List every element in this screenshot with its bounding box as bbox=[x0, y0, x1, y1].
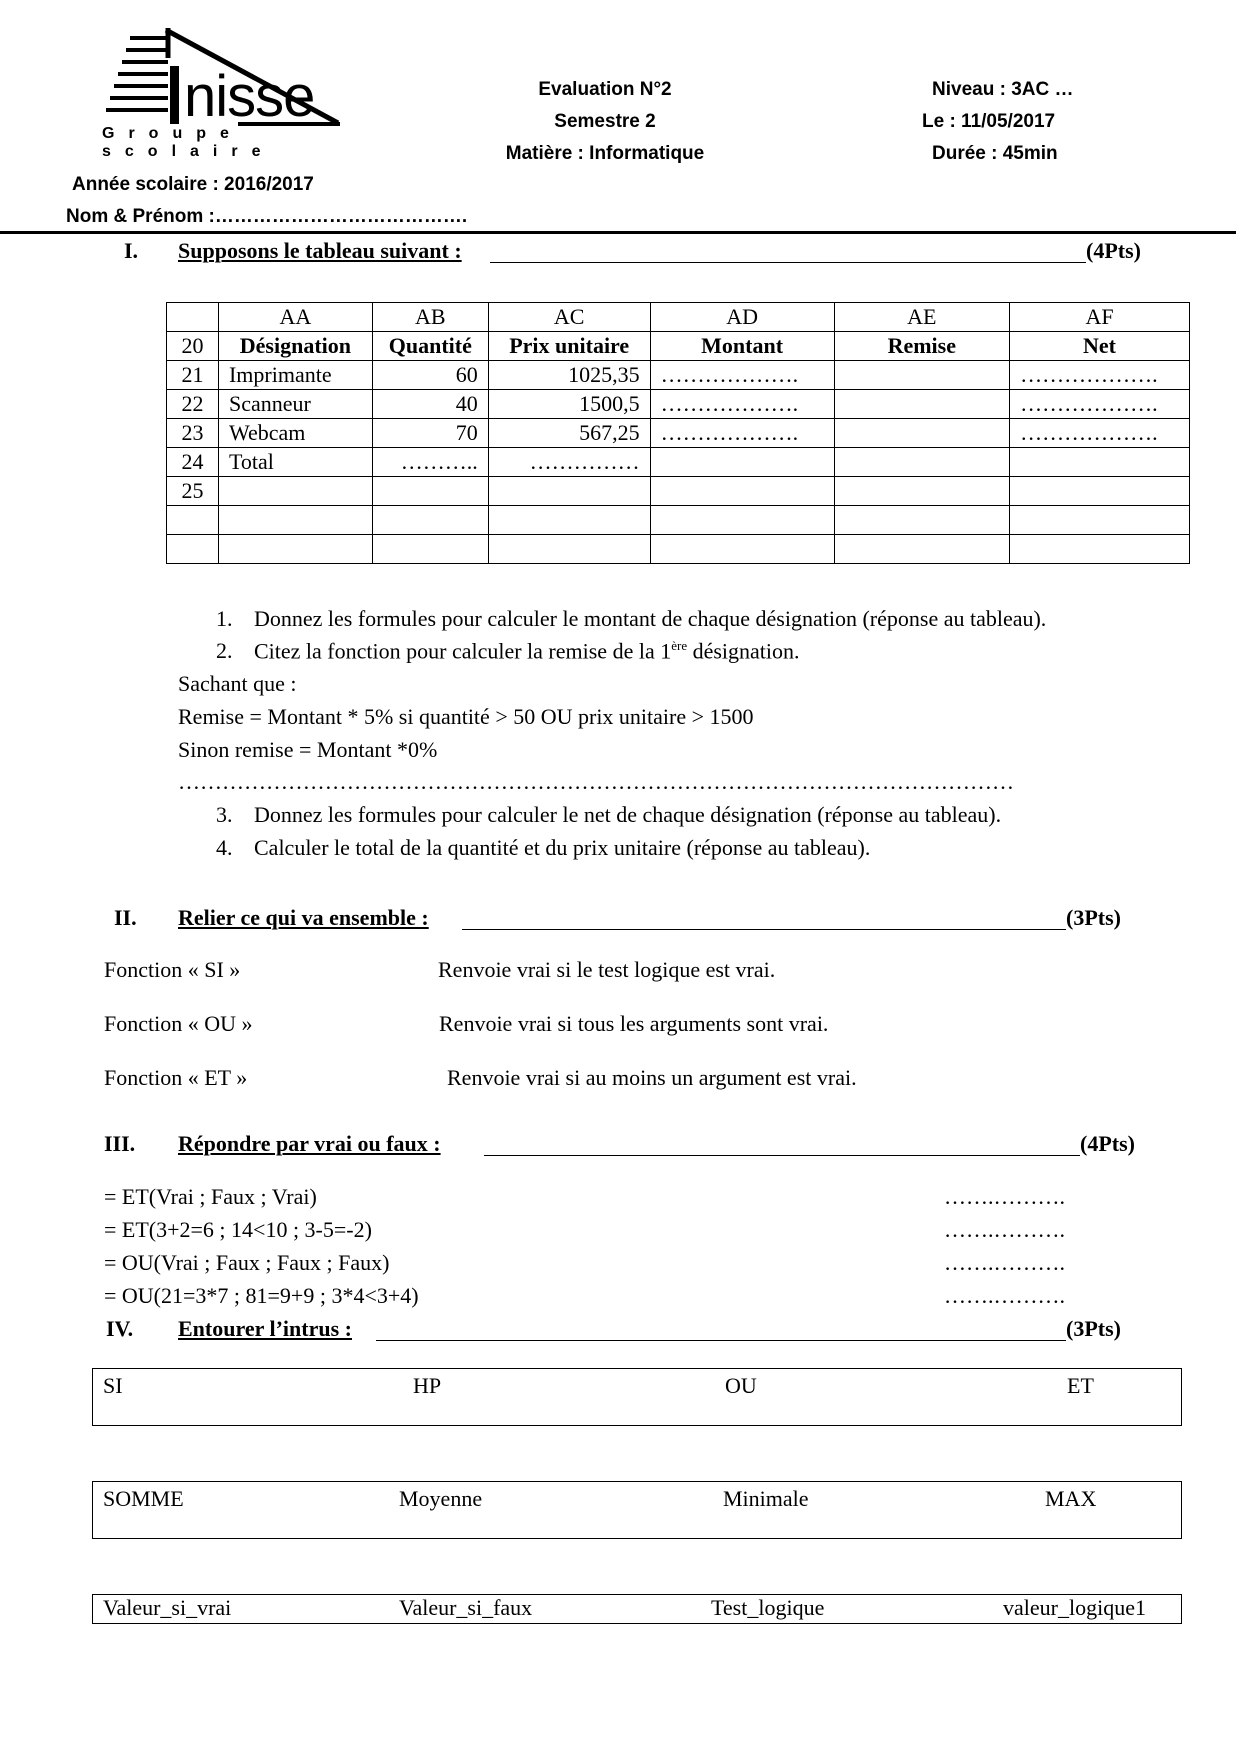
table-cell[interactable] bbox=[372, 506, 488, 535]
definition-3[interactable]: Renvoie vrai si au moins un argument est vrai. bbox=[447, 1065, 857, 1090]
intrus-box-2 bbox=[92, 1481, 1182, 1539]
table-cell[interactable] bbox=[488, 535, 650, 564]
column-letter: AD bbox=[650, 303, 834, 332]
intrus-3-item-2[interactable]: Valeur_si_faux bbox=[399, 1595, 533, 1620]
table-row bbox=[167, 332, 1190, 361]
row-number bbox=[167, 506, 219, 535]
semester: Semestre 2 bbox=[554, 111, 656, 132]
section-2-points: (3Pts) bbox=[1066, 905, 1121, 930]
formula-3: = OU(Vrai ; Faux ; Faux ; Faux) bbox=[104, 1250, 390, 1275]
table-cell[interactable]: 567,25 bbox=[488, 419, 650, 448]
answer-dots[interactable]: …………………………………………………………………………………………………… bbox=[178, 769, 1014, 794]
section-3-points: (4Pts) bbox=[1080, 1131, 1135, 1156]
column-letter: AB bbox=[372, 303, 488, 332]
table-cell[interactable]: ………………. bbox=[1010, 390, 1190, 419]
question-3-text: Donnez les formules pour calculer le net de chaque désignation (réponse au tableau). bbox=[254, 802, 1002, 827]
school-logo bbox=[100, 28, 380, 158]
section-3-heading bbox=[0, 1131, 1240, 1161]
table-cell[interactable]: 60 bbox=[372, 361, 488, 390]
row-number: 21 bbox=[167, 361, 219, 390]
table-row bbox=[167, 390, 1190, 419]
remise-rule-1: Remise = Montant * 5% si quantité > 50 OU prix unitaire > 1500 bbox=[178, 704, 754, 729]
answer-blank-2[interactable]: …….………. bbox=[944, 1217, 1065, 1242]
logo-name: nisse bbox=[184, 64, 315, 129]
header-divider bbox=[0, 231, 1236, 234]
column-letter bbox=[167, 303, 219, 332]
question-1-number: 1. bbox=[216, 606, 233, 631]
table-cell[interactable] bbox=[650, 477, 834, 506]
section-4-heading bbox=[0, 1316, 1240, 1346]
function-et[interactable]: Fonction « ET » bbox=[104, 1065, 248, 1090]
table-cell[interactable]: Webcam bbox=[218, 419, 372, 448]
section-2-heading bbox=[0, 905, 1240, 935]
table-cell[interactable]: Imprimante bbox=[218, 361, 372, 390]
table-cell[interactable] bbox=[834, 390, 1010, 419]
question-2 bbox=[216, 638, 800, 664]
formula-1: = ET(Vrai ; Faux ; Vrai) bbox=[104, 1184, 317, 1209]
row-number bbox=[167, 535, 219, 564]
intrus-2-item-4[interactable]: MAX bbox=[1045, 1486, 1097, 1511]
section-1-heading bbox=[0, 238, 1240, 268]
school-year: Année scolaire : 2016/2017 bbox=[72, 174, 314, 195]
section-2-title: Relier ce qui va ensemble : bbox=[178, 905, 429, 930]
table-row bbox=[167, 361, 1190, 390]
row-number: 23 bbox=[167, 419, 219, 448]
answer-blank-4[interactable]: …….………. bbox=[944, 1283, 1065, 1308]
section-2-number: II. bbox=[114, 905, 137, 930]
table-cell[interactable]: Remise bbox=[834, 332, 1010, 361]
remise-rule-2: Sinon remise = Montant *0% bbox=[178, 737, 438, 762]
table-cell[interactable] bbox=[650, 448, 834, 477]
table-cell[interactable]: …………… bbox=[488, 448, 650, 477]
table-row bbox=[167, 419, 1190, 448]
table-cell[interactable]: ………………. bbox=[1010, 361, 1190, 390]
section-4-number: IV. bbox=[106, 1316, 134, 1341]
exam-info-center bbox=[470, 74, 740, 170]
table-cell[interactable] bbox=[834, 506, 1010, 535]
table-row bbox=[167, 535, 1190, 564]
table-cell[interactable]: ………………. bbox=[650, 390, 834, 419]
table-cell[interactable]: 1500,5 bbox=[488, 390, 650, 419]
definition-2[interactable]: Renvoie vrai si tous les arguments sont vrai. bbox=[439, 1011, 829, 1036]
question-2-sup: ère bbox=[671, 638, 688, 653]
function-si[interactable]: Fonction « SI » bbox=[104, 957, 241, 982]
intrus-3-item-1[interactable]: Valeur_si_vrai bbox=[103, 1595, 232, 1620]
question-1-text: Donnez les formules pour calculer le montant de chaque désignation (réponse au tableau). bbox=[254, 606, 1047, 631]
section-4-title: Entourer l’intrus : bbox=[178, 1316, 352, 1341]
section-4-underline bbox=[376, 1316, 1066, 1341]
formula-2: = ET(3+2=6 ; 14<10 ; 3-5=-2) bbox=[104, 1217, 372, 1242]
question-4 bbox=[216, 835, 871, 861]
exam-info-right bbox=[900, 74, 1100, 170]
table-cell[interactable] bbox=[834, 477, 1010, 506]
intrus-1-item-1[interactable]: SI bbox=[103, 1373, 123, 1398]
table-cell[interactable] bbox=[834, 535, 1010, 564]
intrus-box-3 bbox=[92, 1594, 1182, 1624]
row-number: 22 bbox=[167, 390, 219, 419]
row-number: 20 bbox=[167, 332, 219, 361]
column-letter: AF bbox=[1010, 303, 1190, 332]
level: Niveau : 3AC … bbox=[932, 79, 1074, 100]
table-cell[interactable] bbox=[372, 477, 488, 506]
intrus-box-1 bbox=[92, 1368, 1182, 1426]
intrus-2-item-3[interactable]: Minimale bbox=[723, 1486, 809, 1511]
question-4-text: Calculer le total de la quantité et du prix unitaire (réponse au tableau). bbox=[254, 835, 871, 860]
intrus-3-item-3[interactable]: Test_logique bbox=[711, 1595, 825, 1620]
question-4-number: 4. bbox=[216, 835, 233, 860]
table-cell[interactable] bbox=[488, 477, 650, 506]
question-2-number: 2. bbox=[216, 638, 233, 663]
column-letter: AC bbox=[488, 303, 650, 332]
table-row bbox=[167, 477, 1190, 506]
section-4-points: (3Pts) bbox=[1066, 1316, 1121, 1341]
question-3-number: 3. bbox=[216, 802, 233, 827]
table-cell[interactable]: ………………. bbox=[650, 361, 834, 390]
exam-duration: Durée : 45min bbox=[932, 143, 1058, 164]
row-number: 24 bbox=[167, 448, 219, 477]
table-cell[interactable]: Total bbox=[218, 448, 372, 477]
section-1-points: (4Pts) bbox=[1086, 238, 1141, 263]
table-cell[interactable] bbox=[1010, 535, 1190, 564]
function-ou[interactable]: Fonction « OU » bbox=[104, 1011, 253, 1036]
section-3-title: Répondre par vrai ou faux : bbox=[178, 1131, 441, 1156]
intrus-2-item-2[interactable]: Moyenne bbox=[399, 1486, 483, 1511]
section-3-number: III. bbox=[104, 1131, 136, 1156]
exam-date: Le : 11/05/2017 bbox=[922, 111, 1056, 132]
table-cell[interactable] bbox=[218, 477, 372, 506]
table-cell[interactable] bbox=[488, 506, 650, 535]
table-cell[interactable]: Désignation bbox=[218, 332, 372, 361]
table-cell[interactable] bbox=[1010, 448, 1190, 477]
column-letter: AE bbox=[834, 303, 1010, 332]
table-cell[interactable]: 70 bbox=[372, 419, 488, 448]
question-2-pre: Citez la fonction pour calculer la remise de la 1 bbox=[254, 638, 672, 664]
spreadsheet-table bbox=[166, 302, 1190, 564]
table-cell[interactable] bbox=[834, 419, 1010, 448]
table-row bbox=[167, 506, 1190, 535]
formula-4: = OU(21=3*7 ; 81=9+9 ; 3*4<3+4) bbox=[104, 1283, 419, 1308]
table-cell[interactable]: Scanneur bbox=[218, 390, 372, 419]
table-cell[interactable]: Quantité bbox=[372, 332, 488, 361]
table-cell[interactable] bbox=[834, 361, 1010, 390]
answer-blank-3[interactable]: …….………. bbox=[944, 1250, 1065, 1275]
table-cell[interactable]: Prix unitaire bbox=[488, 332, 650, 361]
table-cell[interactable] bbox=[1010, 506, 1190, 535]
column-letter-row bbox=[167, 303, 1190, 332]
table-cell[interactable]: ……….. bbox=[372, 448, 488, 477]
intrus-1-item-2[interactable]: HP bbox=[413, 1373, 442, 1398]
section-2-underline bbox=[462, 905, 1066, 930]
section-1-title: Supposons le tableau suivant : bbox=[178, 238, 462, 263]
table-cell[interactable] bbox=[1010, 477, 1190, 506]
table-cell[interactable] bbox=[218, 506, 372, 535]
intrus-2-item-1[interactable]: SOMME bbox=[103, 1486, 184, 1511]
student-name-field[interactable]: Nom & Prénom :…………………………………. bbox=[66, 206, 468, 227]
table-cell[interactable] bbox=[834, 448, 1010, 477]
intrus-3-item-4[interactable]: valeur_logique1 bbox=[1003, 1595, 1146, 1620]
table-cell[interactable] bbox=[372, 535, 488, 564]
evaluation-number: Evaluation N°2 bbox=[538, 79, 672, 100]
table-cell[interactable]: ………………. bbox=[1010, 419, 1190, 448]
question-1 bbox=[216, 606, 1047, 632]
definition-1[interactable]: Renvoie vrai si le test logique est vrai. bbox=[438, 957, 776, 982]
answer-blank-1[interactable]: …….………. bbox=[944, 1184, 1065, 1209]
logo-subtitle: Groupe scolaire bbox=[102, 125, 275, 160]
intrus-1-item-3[interactable]: OU bbox=[725, 1373, 757, 1398]
knowing-label: Sachant que : bbox=[178, 671, 297, 696]
table-cell[interactable]: 40 bbox=[372, 390, 488, 419]
table-cell[interactable] bbox=[218, 535, 372, 564]
intrus-1-item-4[interactable]: ET bbox=[1067, 1373, 1094, 1398]
table-row bbox=[167, 448, 1190, 477]
table-cell[interactable]: Montant bbox=[650, 332, 834, 361]
table-cell[interactable]: Net bbox=[1010, 332, 1190, 361]
table-cell[interactable]: 1025,35 bbox=[488, 361, 650, 390]
column-letter: AA bbox=[218, 303, 372, 332]
subject: Matière : Informatique bbox=[505, 143, 705, 164]
question-2-post: désignation. bbox=[687, 638, 800, 664]
row-number: 25 bbox=[167, 477, 219, 506]
table-cell[interactable] bbox=[650, 535, 834, 564]
section-1-underline bbox=[490, 238, 1086, 263]
section-1-number: I. bbox=[124, 238, 139, 263]
table-cell[interactable] bbox=[650, 506, 834, 535]
table-cell[interactable]: ………………. bbox=[650, 419, 834, 448]
section-3-underline bbox=[484, 1131, 1080, 1156]
question-3 bbox=[216, 802, 1002, 828]
question-2-text bbox=[254, 638, 800, 664]
